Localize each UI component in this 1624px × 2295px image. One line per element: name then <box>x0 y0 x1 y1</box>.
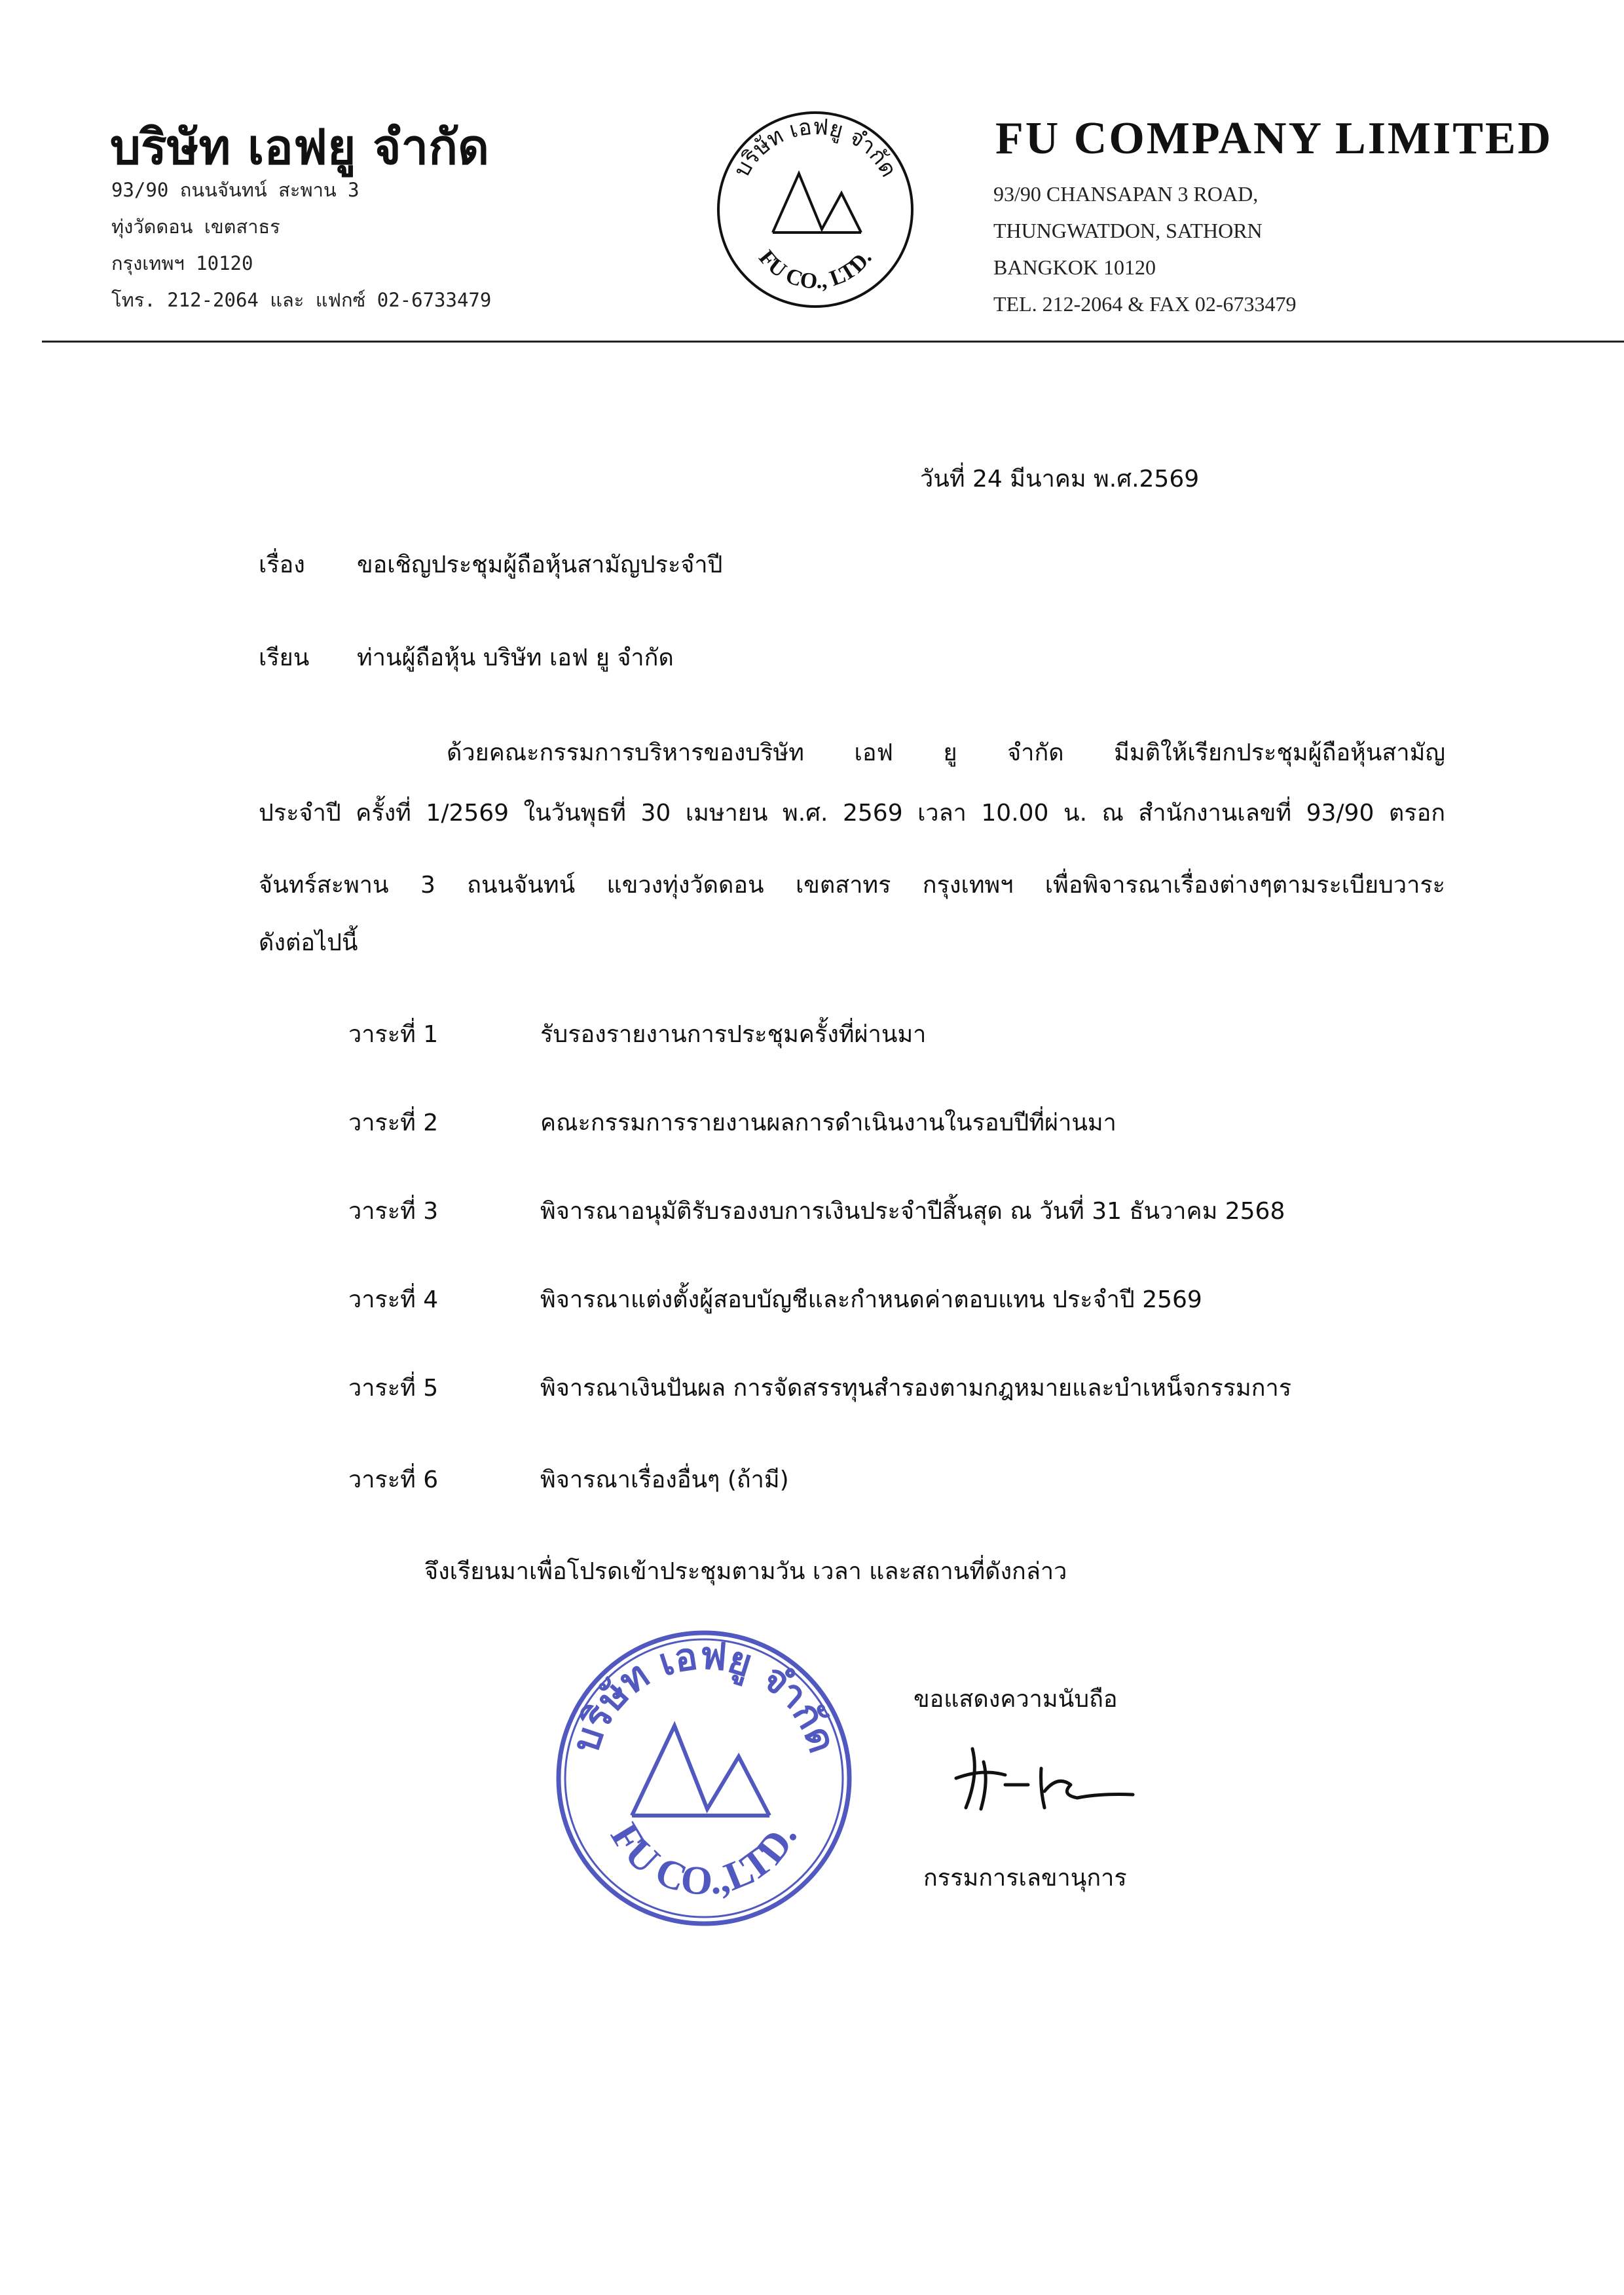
company-stamp <box>544 1618 864 1939</box>
signature <box>943 1736 1139 1827</box>
closing-line: จึงเรียนมาเพื่อโปรดเข้าประชุมตามวัน เวลา และสถานที่ดังกล่าว <box>424 1558 1067 1585</box>
stamp-top-text: บริษัท เอฟยู จำกัด <box>563 1633 845 1759</box>
agenda-number: วาระที่ 3 <box>348 1198 439 1225</box>
agenda-text: พิจารณาแต่งตั้งผู้สอบบัญชีและกำหนดค่าตอบแทน ประจำปี 2569 <box>540 1286 1202 1313</box>
stamp-bottom-text: FU CO.,LTD. <box>602 1816 806 1905</box>
address-thai-line: 93/90 ถนนจันทน์ สะพาน 3 <box>111 179 360 201</box>
paragraph-line: ดังต่อไปนี้ <box>259 929 358 956</box>
agenda-text: พิจารณาเงินปันผล การจัดสรรทุนสำรองตามกฎหมายและบำเหน็จกรรมการ <box>540 1375 1292 1402</box>
header-divider <box>42 341 1624 343</box>
regards-text: ขอแสดงความนับถือ <box>913 1686 1118 1713</box>
agenda-text: รับรองรายงานการประชุมครั้งที่ผ่านมา <box>540 1021 927 1048</box>
address-thai-line: โทร. 212-2064 และ แฟกซ์ 02-6733479 <box>111 289 492 311</box>
signer-title: กรรมการเลขานุการ <box>923 1865 1127 1892</box>
agenda-number: วาระที่ 1 <box>348 1021 439 1048</box>
agenda-number: วาระที่ 5 <box>348 1375 439 1402</box>
agenda-text: พิจารณาเรื่องอื่นๆ (ถ้ามี) <box>540 1466 789 1493</box>
address-thai-line: กรุงเทพฯ 10120 <box>111 252 253 274</box>
subject-text: ขอเชิญประชุมผู้ถือหุ้นสามัญประจำปี <box>357 551 723 578</box>
agenda-text: คณะกรรมการรายงานผลการดำเนินงานในรอบปีที่ผ่านมา <box>540 1110 1116 1136</box>
paragraph-line: จันทร์สะพาน 3 ถนนจันทน์ แขวงทุ่งวัดดอน เขตสาทร กรุงเทพฯ เพื่อพิจารณาเรื่องต่างๆตามระเบียบวาระ <box>259 872 1445 899</box>
address-english <box>993 176 1296 322</box>
mountain-icon <box>773 174 861 233</box>
stamp-mountain-icon <box>632 1726 769 1816</box>
paragraph-line: ด้วยคณะกรรมการบริหารของบริษัท เอฟ ยู จำกัด มีมติให้เรียกประชุมผู้ถือหุ้นสามัญ <box>447 739 1445 766</box>
address-english-line: THUNGWATDON, SATHORN <box>993 219 1263 242</box>
agenda-number: วาระที่ 4 <box>348 1286 439 1313</box>
company-name-thai: บริษัท เอฟยู จำกัด <box>110 119 490 176</box>
address-thai-line: ทุ่งวัดดอน เขตสาธร <box>111 215 280 238</box>
logo-top-text: บริษัท เอฟยู จำกัด <box>728 113 902 182</box>
agenda-text: พิจารณาอนุมัติรับรองงบการเงินประจำปีสิ้นสุด ณ วันที่ 31 ธันวาคม 2568 <box>540 1198 1285 1225</box>
address-english-line: 93/90 CHANSAPAN 3 ROAD, <box>993 182 1259 206</box>
company-logo <box>710 105 920 314</box>
recipient-text: ท่านผู้ถือหุ้น บริษัท เอฟ ยู จำกัด <box>357 644 674 671</box>
address-english-line: TEL. 212-2064 & FAX 02-6733479 <box>993 292 1297 316</box>
agenda-number: วาระที่ 2 <box>348 1110 439 1136</box>
company-name-english: FU COMPANY LIMITED <box>995 113 1553 164</box>
paragraph-line: ประจำปี ครั้งที่ 1/2569 ในวันพุธที่ 30 เมษายน พ.ศ. 2569 เวลา 10.00 น. ณ สำนักงานเลขที่ 93/90 ตรอก <box>259 800 1445 827</box>
subject-label: เรื่อง <box>259 551 305 578</box>
letter-date: วันที่ 24 มีนาคม พ.ศ.2569 <box>920 466 1200 493</box>
agenda-number: วาระที่ 6 <box>348 1466 439 1493</box>
recipient-label: เรียน <box>259 644 310 671</box>
logo-bottom-text: FU CO., LTD. <box>754 246 877 294</box>
address-english-line: BANGKOK 10120 <box>993 255 1156 279</box>
address-thai <box>111 172 491 318</box>
